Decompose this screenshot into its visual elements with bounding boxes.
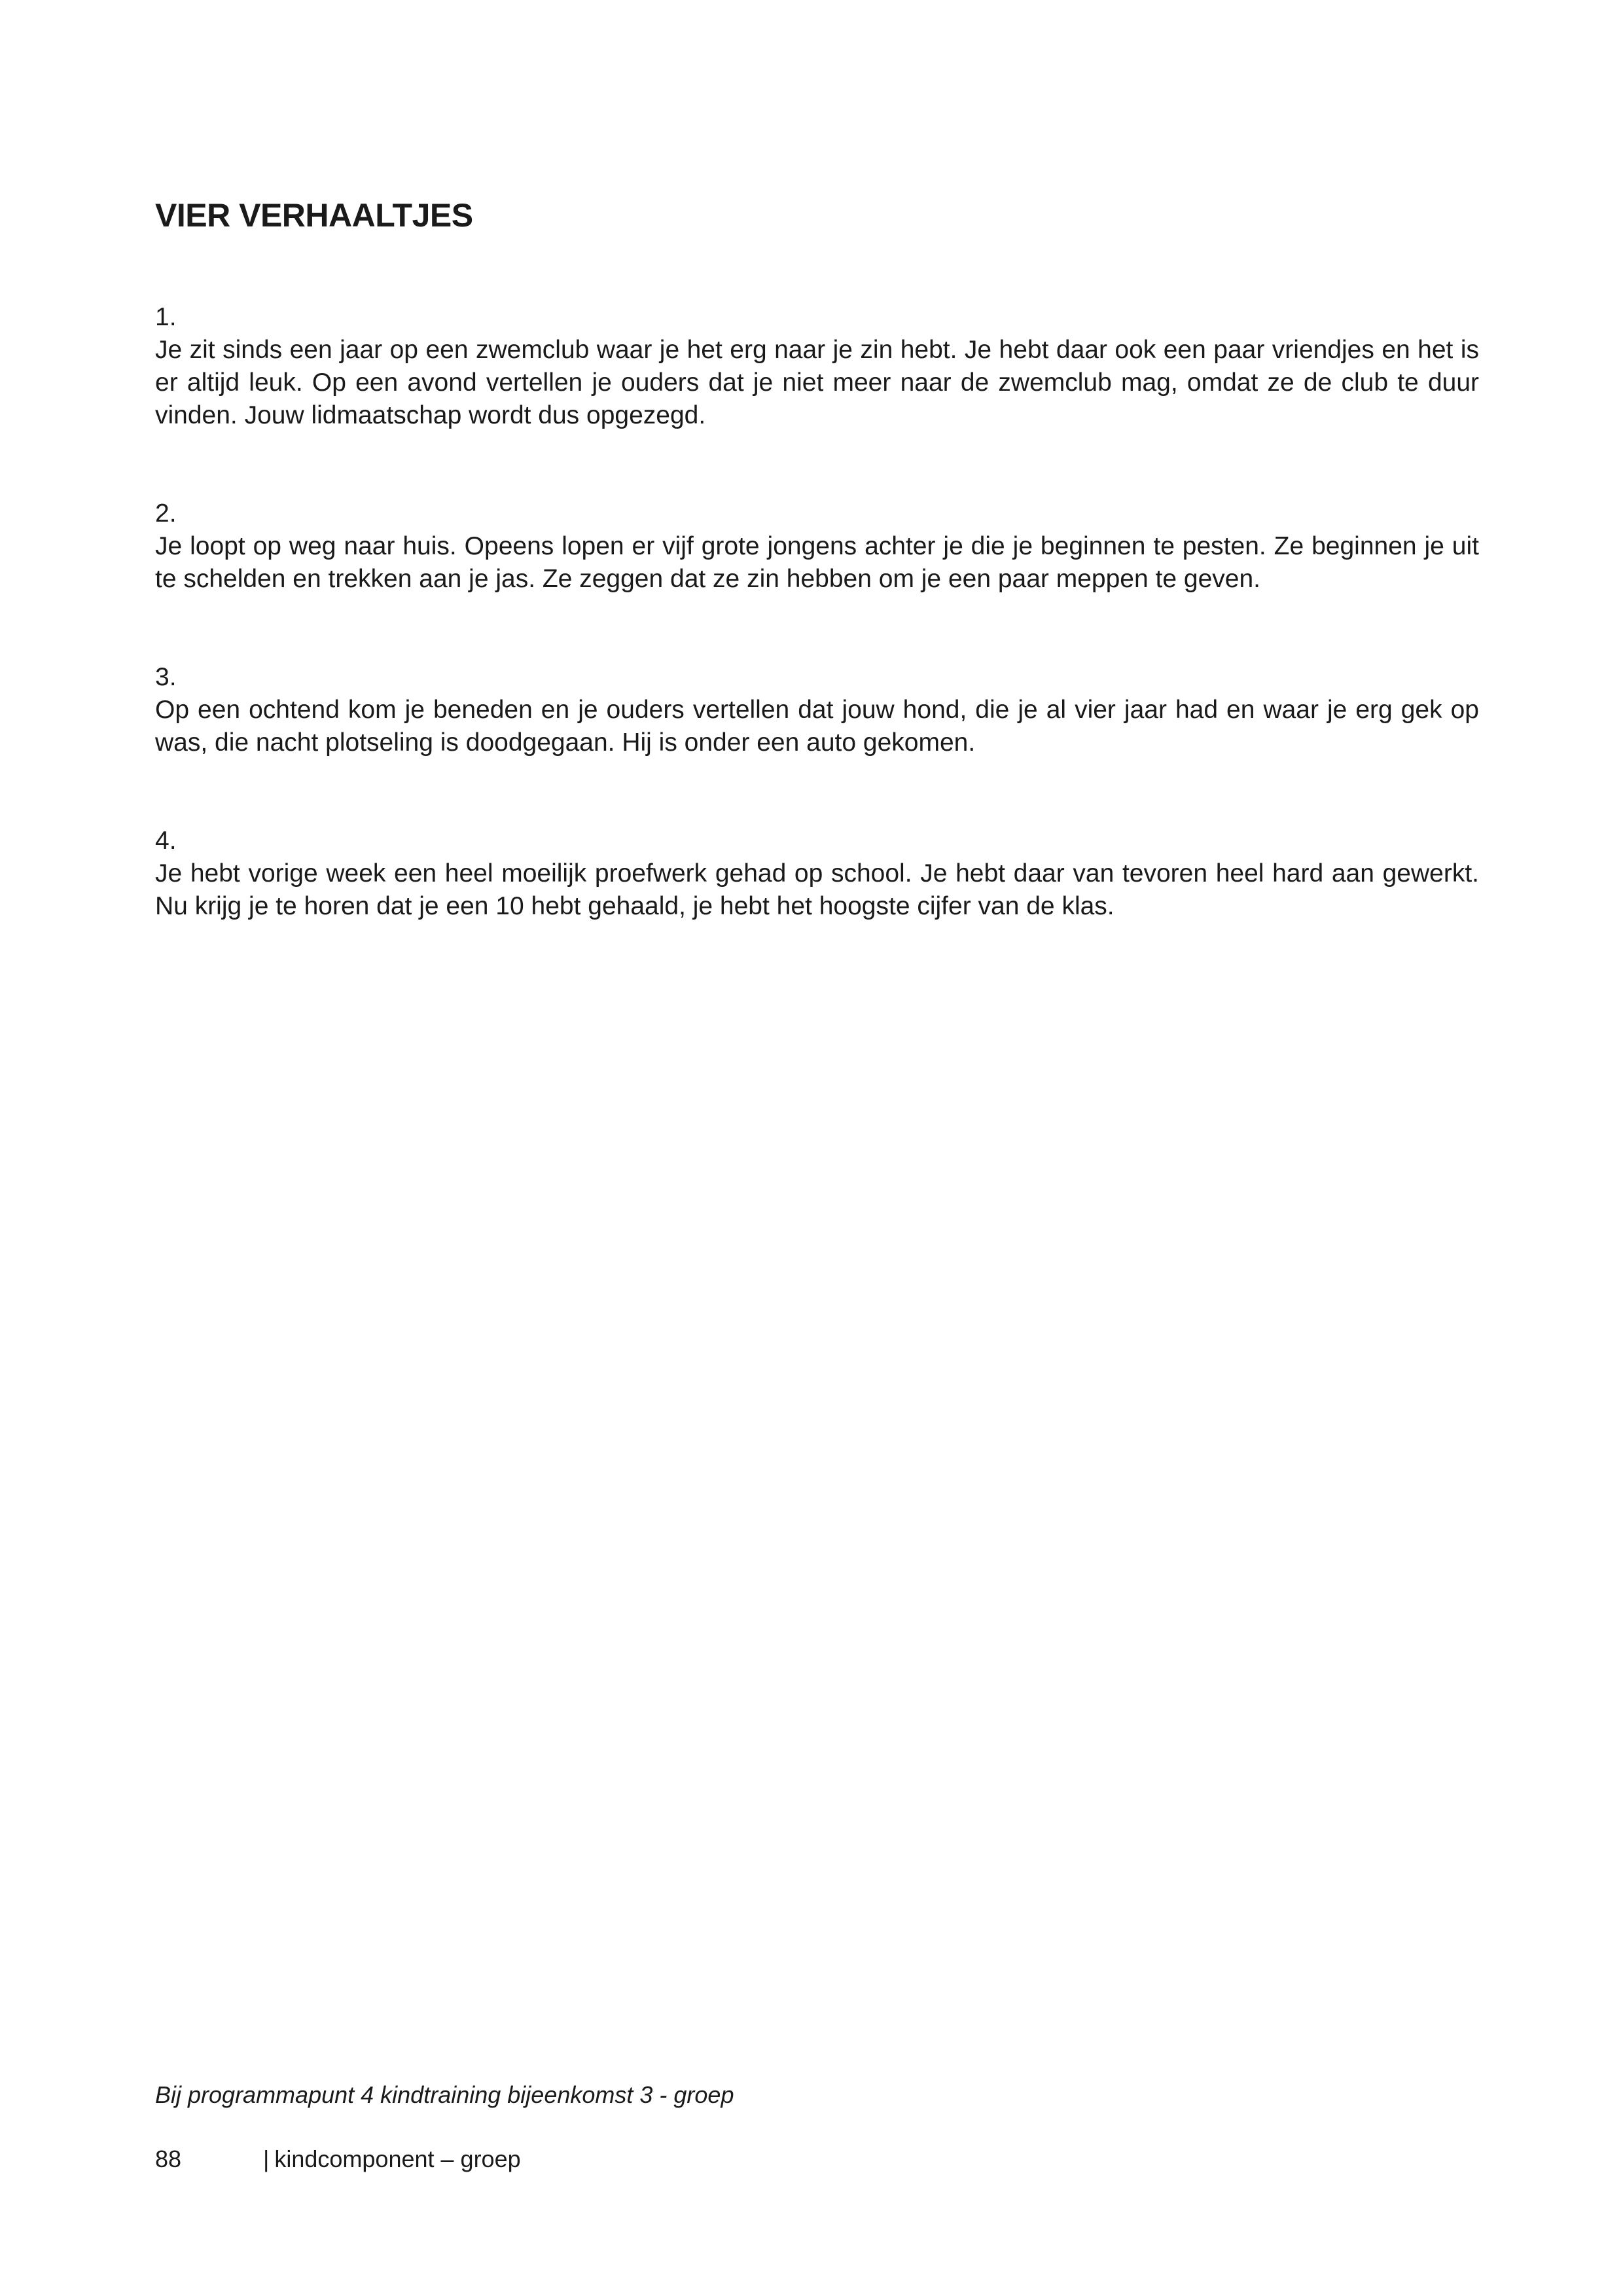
- footer-bar: [155, 2145, 521, 2173]
- story-text: Op een ochtend kom je beneden en je ouders vertellen dat jouw hond, die je al vier jaar had en waar je erg gek op was, die nacht plotseling is doodgegaan. Hij is onder een auto gekomen.: [155, 696, 1479, 757]
- story-number: 3.: [155, 663, 177, 691]
- story-number: 4.: [155, 827, 177, 855]
- page-title: VIER VERHAALTJES: [155, 197, 473, 234]
- story-text: Je loopt op weg naar huis. Opeens lopen er vijf grote jongens achter je die je beginnen te pesten. Ze beginnen je uit te schelden en trekken aan je jas. Ze zeggen dat ze zin hebben om je een paar meppen te geven.: [155, 532, 1479, 593]
- story-2: [155, 497, 1479, 596]
- story-number: 1.: [155, 303, 177, 331]
- story-3: [155, 661, 1479, 759]
- story-number: 2.: [155, 499, 177, 528]
- story-4: [155, 825, 1479, 923]
- page-number: 88: [155, 2145, 182, 2172]
- story-text: Je hebt vorige week een heel moeilijk proefwerk gehad op school. Je hebt daar van tevoren heel hard aan gewerkt. Nu krijg je te horen dat je een 10 hebt gehaald, je hebt het hoogste cijfer van de klas.: [155, 859, 1479, 920]
- footer-separator: |: [263, 2145, 270, 2172]
- footer-section: kindcomponent – groep: [274, 2145, 521, 2172]
- story-1: [155, 301, 1479, 432]
- footer-note: Bij programmapunt 4 kindtraining bijeenkomst 3 - groep: [155, 2081, 734, 2108]
- story-text: Je zit sinds een jaar op een zwemclub waar je het erg naar je zin hebt. Je hebt daar ook een paar vriendjes en het is er altijd leuk. Op een avond vertellen je ouders dat je niet meer naar de zwemclub mag, omdat ze de club te duur vinden. Jouw lidmaatschap wordt dus opgezegd.: [155, 336, 1479, 429]
